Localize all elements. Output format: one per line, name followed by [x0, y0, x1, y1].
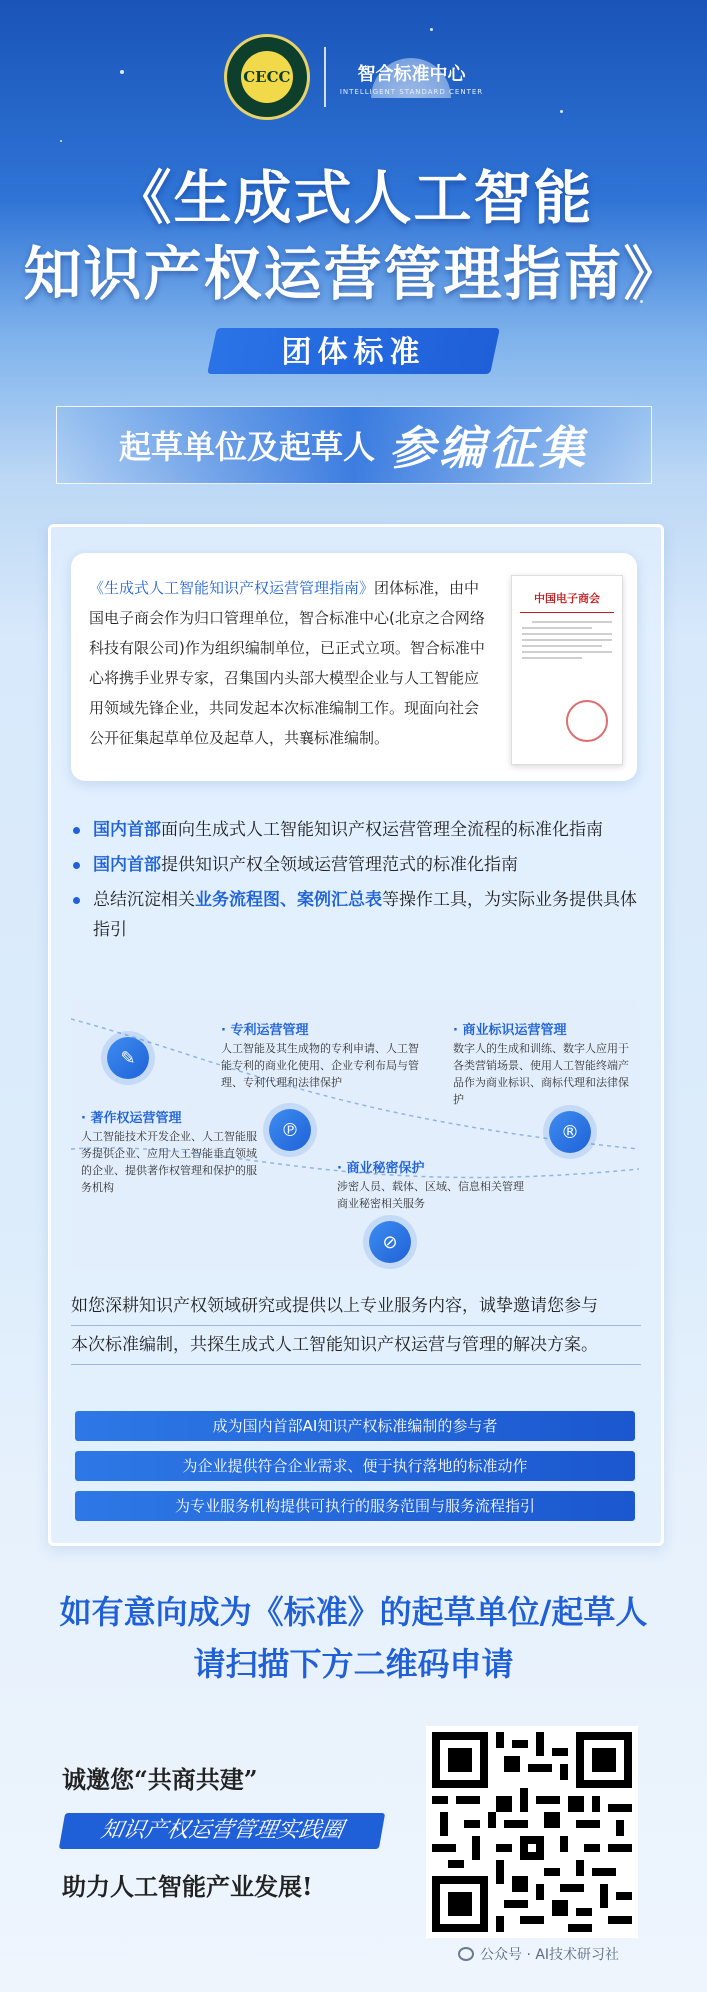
watermark-text: 公众号 · AI技术研习社 [480, 1947, 620, 1963]
service-desc: 涉密人员、载体、区域、信息相关管理商业秘密相关服务 [337, 1180, 524, 1210]
service-patent [221, 1019, 421, 1091]
benefit-bar: 为企业提供符合企业需求、便于执行落地的标准动作 [75, 1451, 635, 1481]
bullet-dot-icon [73, 827, 80, 834]
intro-text [89, 573, 485, 753]
feature-bold: 业务流程图、案例汇总表 [195, 890, 382, 910]
standard-center-logo [340, 58, 483, 96]
doc-rule [520, 612, 614, 613]
secret-icon: ⊘ [369, 1221, 411, 1263]
doc-line [522, 651, 612, 653]
feather-icon: ✎ [107, 1037, 149, 1079]
page-title [0, 160, 707, 312]
header-logos [0, 34, 707, 120]
recruit-action: 参编征集 [389, 421, 589, 475]
service-desc: 人工智能及其生成物的专利申请、人工智能专利的商业化使用、企业专利布局与管理、专利代理和法律保护 [221, 1042, 419, 1089]
doc-header: 中国电子商会 [534, 592, 600, 605]
service-trade-secret [337, 1157, 533, 1212]
service-desc: 人工智能技术开发企业、人工智能服务提供企业、应用人工智能垂直领域的企业、提供著作权管理和保护的服务机构 [81, 1130, 257, 1194]
feature-text: 提供知识产权全领域运营管理范式的标准化指南 [161, 855, 518, 875]
group-standard-badge: 团体标准 [281, 335, 426, 370]
doc-line [522, 645, 602, 647]
service-desc: 数字人的生成和训练、数字人应用于各类营销场景、使用人工智能终端产品作为商业标识、商标代理和法律保护 [453, 1042, 629, 1106]
doc-line [532, 621, 612, 623]
cta-line-1: 如有意向成为《标准》的起草单位/起草人 [59, 1593, 648, 1631]
service-title: · 商业秘密保护 [337, 1157, 533, 1176]
trademark-icon: ® [549, 1111, 591, 1153]
call-to-action [0, 1586, 707, 1690]
invitation-line: 如您深耕知识产权领域研究或提供以上专业服务内容，诚挚邀请您参与 [71, 1287, 641, 1326]
service-trademark [453, 1019, 629, 1108]
watermark [458, 1944, 619, 1964]
recruit-banner [56, 406, 652, 484]
cta-line-2: 请扫描下方二维码申请 [193, 1645, 514, 1683]
feature-bold: 国内首部 [93, 855, 161, 875]
bullet-dot-icon [73, 862, 80, 869]
patent-icon: ℗ [269, 1109, 311, 1151]
feature-list [71, 815, 641, 950]
standard-center-en: INTELLIGENT STANDARD CENTER [339, 88, 484, 96]
invitation-text [71, 1287, 641, 1365]
feature-bold: 国内首部 [93, 820, 161, 840]
signoff-line-1: 诚邀您“共商共建” [62, 1765, 258, 1794]
standard-center-name: 智合标准中心 [357, 64, 466, 85]
signoff-banner: 知识产权运营管理实践圈 [59, 1813, 385, 1849]
approval-document-image [511, 575, 623, 765]
feature-item [71, 815, 641, 845]
doc-line [522, 633, 612, 635]
recruit-subject: 起草单位及起草人 [118, 428, 375, 466]
doc-line [522, 639, 612, 641]
sparkle [60, 140, 62, 142]
signoff-line-3: 助力人工智能产业发展! [62, 1872, 313, 1901]
qr-code[interactable] [426, 1726, 638, 1938]
feature-item [71, 885, 641, 945]
seal-icon [566, 700, 608, 742]
benefit-bar: 为专业服务机构提供可执行的服务范围与服务流程指引 [75, 1491, 635, 1521]
logo-divider [324, 47, 326, 107]
cecc-logo-mark: CECC [241, 51, 293, 103]
signoff [62, 1760, 402, 1902]
feature-item [71, 850, 641, 880]
service-title: · 专利运营管理 [221, 1019, 421, 1038]
title-line-1: 《生成式人工智能 [113, 164, 594, 232]
main-card [48, 524, 664, 1546]
service-copyright [81, 1107, 261, 1196]
feature-text: 面向生成式人工智能知识产权运营管理全流程的标准化指南 [161, 820, 603, 840]
qr-code-image [432, 1732, 632, 1932]
intro-highlight: 《生成式人工智能知识产权运营管理指南》 [89, 579, 375, 597]
wechat-icon [458, 1947, 474, 1961]
services-panel [71, 999, 639, 1269]
intro-body: 团体标准，由中国电子商会作为归口管理单位，智合标准中心(北京之合网络科技有限公司)作为组织编制单位，已正式立项。智合标准中心将携手业界专家，召集国内头部大模型企业与人工智能应用领域先锋企业，共同发起本次标准编制工作。现面向社会公开征集起草单位及起草人，共襄标准编制。 [89, 579, 485, 747]
service-title: · 著作权运营管理 [81, 1107, 261, 1126]
benefit-bar: 成为国内首部AI知识产权标准编制的参与者 [75, 1411, 635, 1441]
intro-card [71, 553, 637, 781]
invitation-line: 本次标准编制，共探生成式人工智能知识产权运营与管理的解决方案。 [71, 1326, 641, 1365]
cecc-logo [224, 34, 310, 120]
service-title: · 商业标识运营管理 [453, 1019, 629, 1038]
bullet-dot-icon [73, 897, 80, 904]
sparkle [430, 28, 433, 31]
feature-text: 等操作工具，为实际业务提供具体指引 [93, 890, 637, 940]
feature-pre: 总结沉淀相关 [93, 890, 195, 910]
doc-line [522, 657, 582, 659]
doc-line [522, 627, 592, 629]
benefit-list [75, 1411, 635, 1531]
title-line-2: 知识产权运营管理指南》 [23, 240, 684, 308]
